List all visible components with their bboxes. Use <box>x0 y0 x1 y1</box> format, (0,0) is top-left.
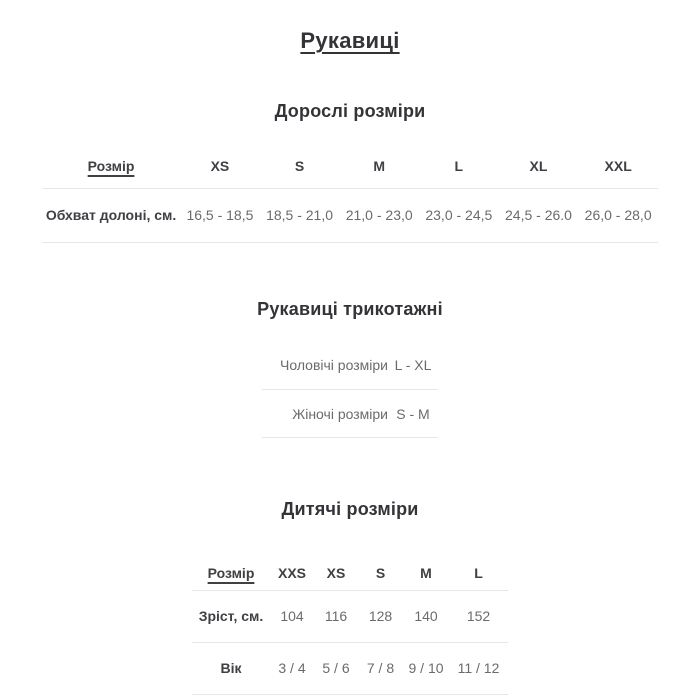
children-sizes-heading: Дитячі розміри <box>281 499 419 519</box>
children-header-xxs: XXS <box>277 564 306 581</box>
mens-sizes-value: L - XL <box>394 357 432 374</box>
knitted-gloves-heading: Рукавиці трикотажні <box>257 298 443 319</box>
adult-header-m: M <box>373 158 386 175</box>
adult-table-data-row <box>42 188 658 242</box>
palm-girth-xs: 16,5 - 18,5 <box>186 207 254 223</box>
page-title-text: Рукавиці <box>300 28 400 53</box>
age-row <box>192 642 508 694</box>
palm-girth-xxl: 26,0 - 28,0 <box>584 207 652 223</box>
womens-sizes-row <box>262 390 438 438</box>
age-s: 7 / 8 <box>366 660 395 676</box>
age-l: 11 / 12 <box>457 660 500 676</box>
mens-sizes-label: Чоловічі розміри <box>280 357 388 374</box>
palm-girth-s: 18,5 - 21,0 <box>266 207 334 223</box>
age-xxs: 3 / 4 <box>278 660 306 676</box>
womens-sizes-value: S - M <box>396 405 430 422</box>
height-l: 152 <box>466 608 491 624</box>
adult-header-xl: XL <box>529 158 548 175</box>
adult-header-l: L <box>454 158 464 175</box>
children-header-l: L <box>474 564 483 581</box>
height-xs: 116 <box>324 608 348 624</box>
womens-sizes-label: Жіночі розміри <box>292 405 388 422</box>
knitted-gloves-table <box>262 342 438 439</box>
children-header-xs: XS <box>326 564 346 581</box>
height-row <box>192 590 508 642</box>
height-s: 128 <box>368 608 393 624</box>
age-xs: 5 / 6 <box>322 660 350 676</box>
height-xxs: 104 <box>280 608 304 624</box>
age-label: Вік <box>220 660 242 676</box>
adult-header-xxl: XXL <box>604 158 632 175</box>
children-header-s: S <box>375 564 386 581</box>
palm-girth-xl: 24,5 - 26.0 <box>505 207 572 223</box>
mens-sizes-row <box>262 342 438 390</box>
adult-table-header-row <box>42 145 658 188</box>
children-header-size-label: Розмір <box>207 564 255 581</box>
page-title <box>0 0 700 55</box>
children-table-header-row <box>192 556 508 590</box>
adult-header-s: S <box>294 158 305 175</box>
palm-girth-m: 21,0 - 23,0 <box>345 207 413 223</box>
height-label: Зріст, см. <box>198 608 264 624</box>
adult-sizes-heading: Дорослі розміри <box>274 101 426 121</box>
palm-girth-label: Обхват долоні, см. <box>45 207 177 223</box>
adult-sizes-table <box>42 145 658 243</box>
children-sizes-table <box>192 556 508 695</box>
adult-header-xs: XS <box>210 158 230 175</box>
adult-header-size-label: Розмір <box>87 158 135 175</box>
age-m: 9 / 10 <box>408 660 444 676</box>
children-header-m: M <box>420 564 432 581</box>
height-m: 140 <box>414 608 438 624</box>
palm-girth-l: 23,0 - 24,5 <box>425 207 493 223</box>
